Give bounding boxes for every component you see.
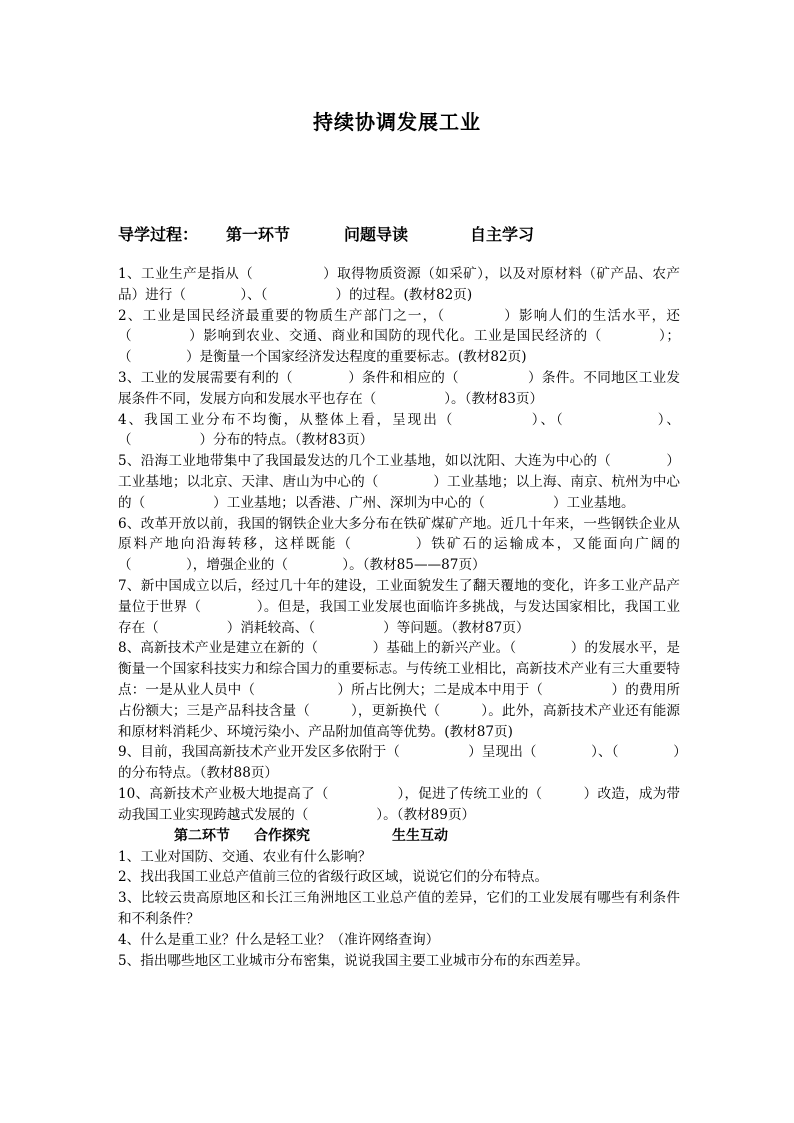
page-title: 持续协调发展工业 — [313, 110, 481, 134]
discussion-item: 4、什么是重工业？什么是轻工业？（准许网络查询） — [118, 931, 440, 948]
discussion-item: 3、比较云贵高原地区和长江三角洲地区工业总产值的差异，它们的工业发展有哪些有利条件和不利条件？ — [118, 890, 680, 927]
question-item: 4、我国工业分布不均衡，从整体上看，呈现出（ ）、（ ）、（ ）分布的特点。（教材83页） — [118, 411, 680, 449]
discussion-item: 1、工业对国防、交通、农业有什么影响？ — [118, 848, 372, 865]
question-item: 8、高新技术产业是建立在新的（ ）基础上的新兴产业。（ ）的发展水平，是衡量一个国家科技实力和综合国力的重要标志。与传统工业相比，高新技术产业有三大重要特点：一是从业人员中（ ）所占比例大；二是成本中用于（ ）的费用所占份额大；三是产品科技含量（ ），更新换代（ ）。此外，高新技术产业还有能源和原材料消耗少、环境污染小、产品附加值高等优势。(教材87页) — [118, 640, 680, 740]
worksheet-body — [118, 264, 680, 971]
question-item: 9、目前，我国高新技术产业开发区多依附于（ ）呈现出（ ）、（ ）的分布特点。（教材88页） — [118, 744, 680, 782]
question-item: 6、改革开放以前，我国的钢铁企业大多分布在铁矿煤矿产地。近几十年来，一些钢铁企业从原料产地向沿海转移，这样既能（ ）铁矿石的运输成本，又能面向广阔的（ ），增强企业的（ ）。（教材85——87页） — [118, 515, 680, 574]
guide-stage: 第一环节 — [226, 225, 291, 244]
question-item: 1、工业生产是指从（ ）取得物质资源（如采矿），以及对原材料（矿产品、农产品）进行（ ）、（ ）的过程。(教材82页) — [118, 266, 680, 303]
guide-mode: 自主学习 — [470, 225, 535, 244]
guide-topic: 问题导读 — [344, 225, 409, 244]
question-item: 10、高新技术产业极大地提高了（ ），促进了传统工业的（ ）改造，成为带动我国工业实现跨越式发展的（ ）。（教材89页） — [118, 785, 680, 823]
guide-label: 导学过程： — [118, 225, 199, 244]
section-2-topic: 合作探究 — [254, 827, 310, 844]
question-item: 2、工业是国民经济最重要的物质生产部门之一，（ ）影响人们的生活水平，还（ ）影响到农业、交通、商业和国防的现代化。工业是国民经济的（ ）；（ ）是衡量一个国家经济发达程度的重要标志。(教材82页) — [118, 307, 680, 366]
section-2-mode: 生生互动 — [392, 827, 448, 844]
section-2-header — [118, 826, 680, 847]
question-item: 3、工业的发展需要有利的（ ）条件和相应的（ ）条件。不同地区工业发展条件不同，发展方向和发展水平也存在（ ）。（教材83页） — [118, 369, 680, 407]
discussion-item: 5、指出哪些地区工业城市分布密集，说说我国主要工业城市分布的东西差异。 — [118, 952, 589, 969]
section-2-stage: 第二环节 — [174, 827, 230, 844]
discussion-item: 2、找出我国工业总产值前三位的省级行政区域，说说它们的分布特点。 — [118, 869, 549, 886]
guide-header — [118, 222, 678, 245]
question-item: 5、沿海工业地带集中了我国最发达的几个工业基地，如以沈阳、大连为中心的（ ）工业基地；以北京、天津、唐山为中心的（ ）工业基地；以上海、南京、杭州为中心的（ ）工业基地；以香港、广州、深圳为中心的（ ）工业基地。 — [118, 453, 680, 511]
question-item: 7、新中国成立以后，经过几十年的建设，工业面貌发生了翻天覆地的变化，许多工业产品产量位于世界（ ）。但是，我国工业发展也面临许多挑战，与发达国家相比，我国工业存在（ ）消耗较高、（ ）等问题。（教材87页） — [118, 577, 680, 636]
